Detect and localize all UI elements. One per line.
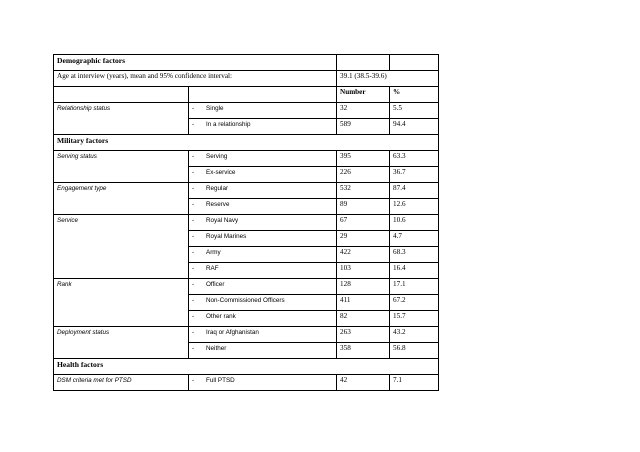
category-cell xyxy=(189,295,337,311)
section-row-demographic xyxy=(54,55,439,71)
percent-cell: 87.4 xyxy=(390,183,439,199)
category-cell xyxy=(189,231,337,247)
row-label: Engagement type xyxy=(54,183,189,215)
category-label: Royal Navy xyxy=(206,217,239,224)
table-row xyxy=(54,103,439,119)
dash: - xyxy=(192,217,195,224)
row-label: Service xyxy=(54,215,189,279)
category-label: Royal Marines xyxy=(206,233,247,240)
row-label: Serving status xyxy=(54,151,189,183)
empty-cell xyxy=(337,55,390,71)
table-row xyxy=(54,183,439,199)
number-cell: 82 xyxy=(337,311,390,327)
dash: - xyxy=(192,249,195,256)
dash: - xyxy=(192,185,195,192)
table-row xyxy=(54,375,439,391)
demographics-table xyxy=(53,54,439,391)
category-cell xyxy=(189,279,337,295)
number-cell: 411 xyxy=(337,295,390,311)
dash: - xyxy=(192,169,195,176)
column-header-number: Number xyxy=(337,87,390,103)
number-cell: 358 xyxy=(337,343,390,359)
category-cell xyxy=(189,167,337,183)
category-label: In a relationship xyxy=(206,121,251,128)
percent-cell: 10.6 xyxy=(390,215,439,231)
dash: - xyxy=(192,121,195,128)
category-label: Regular xyxy=(206,185,229,192)
category-label: Army xyxy=(206,249,221,256)
category-label: Full PTSD xyxy=(206,377,235,384)
category-cell xyxy=(189,119,337,135)
number-cell: 32 xyxy=(337,103,390,119)
percent-cell: 12.6 xyxy=(390,199,439,215)
number-cell: 67 xyxy=(337,215,390,231)
number-cell: 263 xyxy=(337,327,390,343)
empty-cell xyxy=(390,55,439,71)
number-cell: 589 xyxy=(337,119,390,135)
percent-cell: 5.5 xyxy=(390,103,439,119)
number-cell: 532 xyxy=(337,183,390,199)
category-label: Reserve xyxy=(206,201,230,208)
category-label: Other rank xyxy=(206,313,236,320)
category-label: Serving xyxy=(206,153,228,160)
category-cell xyxy=(189,199,337,215)
empty-cell xyxy=(54,87,189,103)
category-label: Neither xyxy=(206,345,227,352)
dash: - xyxy=(192,297,195,304)
dash: - xyxy=(192,105,195,112)
category-label: Non-Commissioned Officers xyxy=(206,297,285,304)
table-row xyxy=(54,327,439,343)
number-cell: 89 xyxy=(337,199,390,215)
row-label: Rank xyxy=(54,279,189,327)
dash: - xyxy=(192,265,195,272)
category-label: Iraq or Afghanistan xyxy=(206,329,259,336)
section-header: Military factors xyxy=(54,135,439,151)
category-cell xyxy=(189,151,337,167)
number-cell: 29 xyxy=(337,231,390,247)
percent-cell: 16.4 xyxy=(390,263,439,279)
dash: - xyxy=(192,281,195,288)
percent-cell: 15.7 xyxy=(390,311,439,327)
column-header-percent: % xyxy=(390,87,439,103)
row-label: Relationship status xyxy=(54,103,189,135)
table-row xyxy=(54,279,439,295)
percent-cell: 94.4 xyxy=(390,119,439,135)
category-cell xyxy=(189,215,337,231)
age-row xyxy=(54,71,439,87)
table-row xyxy=(54,215,439,231)
category-label: Ex-service xyxy=(206,169,236,176)
percent-cell: 17.1 xyxy=(390,279,439,295)
percent-cell: 67.2 xyxy=(390,295,439,311)
dash: - xyxy=(192,377,195,384)
percent-cell: 68.3 xyxy=(390,247,439,263)
age-label: Age at interview (years), mean and 95% confidence interval: xyxy=(54,71,337,87)
row-label: Deployment status xyxy=(54,327,189,359)
row-label: DSM criteria met for PTSD xyxy=(54,375,189,391)
section-row-health xyxy=(54,359,439,375)
section-header: Demographic factors xyxy=(54,55,337,71)
number-cell: 422 xyxy=(337,247,390,263)
category-cell xyxy=(189,103,337,119)
number-cell: 103 xyxy=(337,263,390,279)
category-cell xyxy=(189,375,337,391)
dash: - xyxy=(192,153,195,160)
number-cell: 226 xyxy=(337,167,390,183)
percent-cell: 43.2 xyxy=(390,327,439,343)
category-cell xyxy=(189,247,337,263)
dash: - xyxy=(192,345,195,352)
category-label: Single xyxy=(206,105,224,112)
column-header-row xyxy=(54,87,439,103)
section-row-military xyxy=(54,135,439,151)
dash: - xyxy=(192,201,195,208)
section-header: Health factors xyxy=(54,359,439,375)
percent-cell: 36.7 xyxy=(390,167,439,183)
category-cell xyxy=(189,343,337,359)
percent-cell: 56.8 xyxy=(390,343,439,359)
percent-cell: 7.1 xyxy=(390,375,439,391)
table-row xyxy=(54,151,439,167)
category-cell xyxy=(189,311,337,327)
empty-cell xyxy=(189,87,337,103)
number-cell: 42 xyxy=(337,375,390,391)
age-value: 39.1 (38.5-39.6) xyxy=(337,71,439,87)
percent-cell: 63.3 xyxy=(390,151,439,167)
dash: - xyxy=(192,329,195,336)
percent-cell: 4.7 xyxy=(390,231,439,247)
category-cell xyxy=(189,327,337,343)
category-cell xyxy=(189,263,337,279)
dash: - xyxy=(192,313,195,320)
category-cell xyxy=(189,183,337,199)
category-label: Officer xyxy=(206,281,225,288)
category-label: RAF xyxy=(206,265,219,272)
number-cell: 395 xyxy=(337,151,390,167)
dash: - xyxy=(192,233,195,240)
number-cell: 128 xyxy=(337,279,390,295)
